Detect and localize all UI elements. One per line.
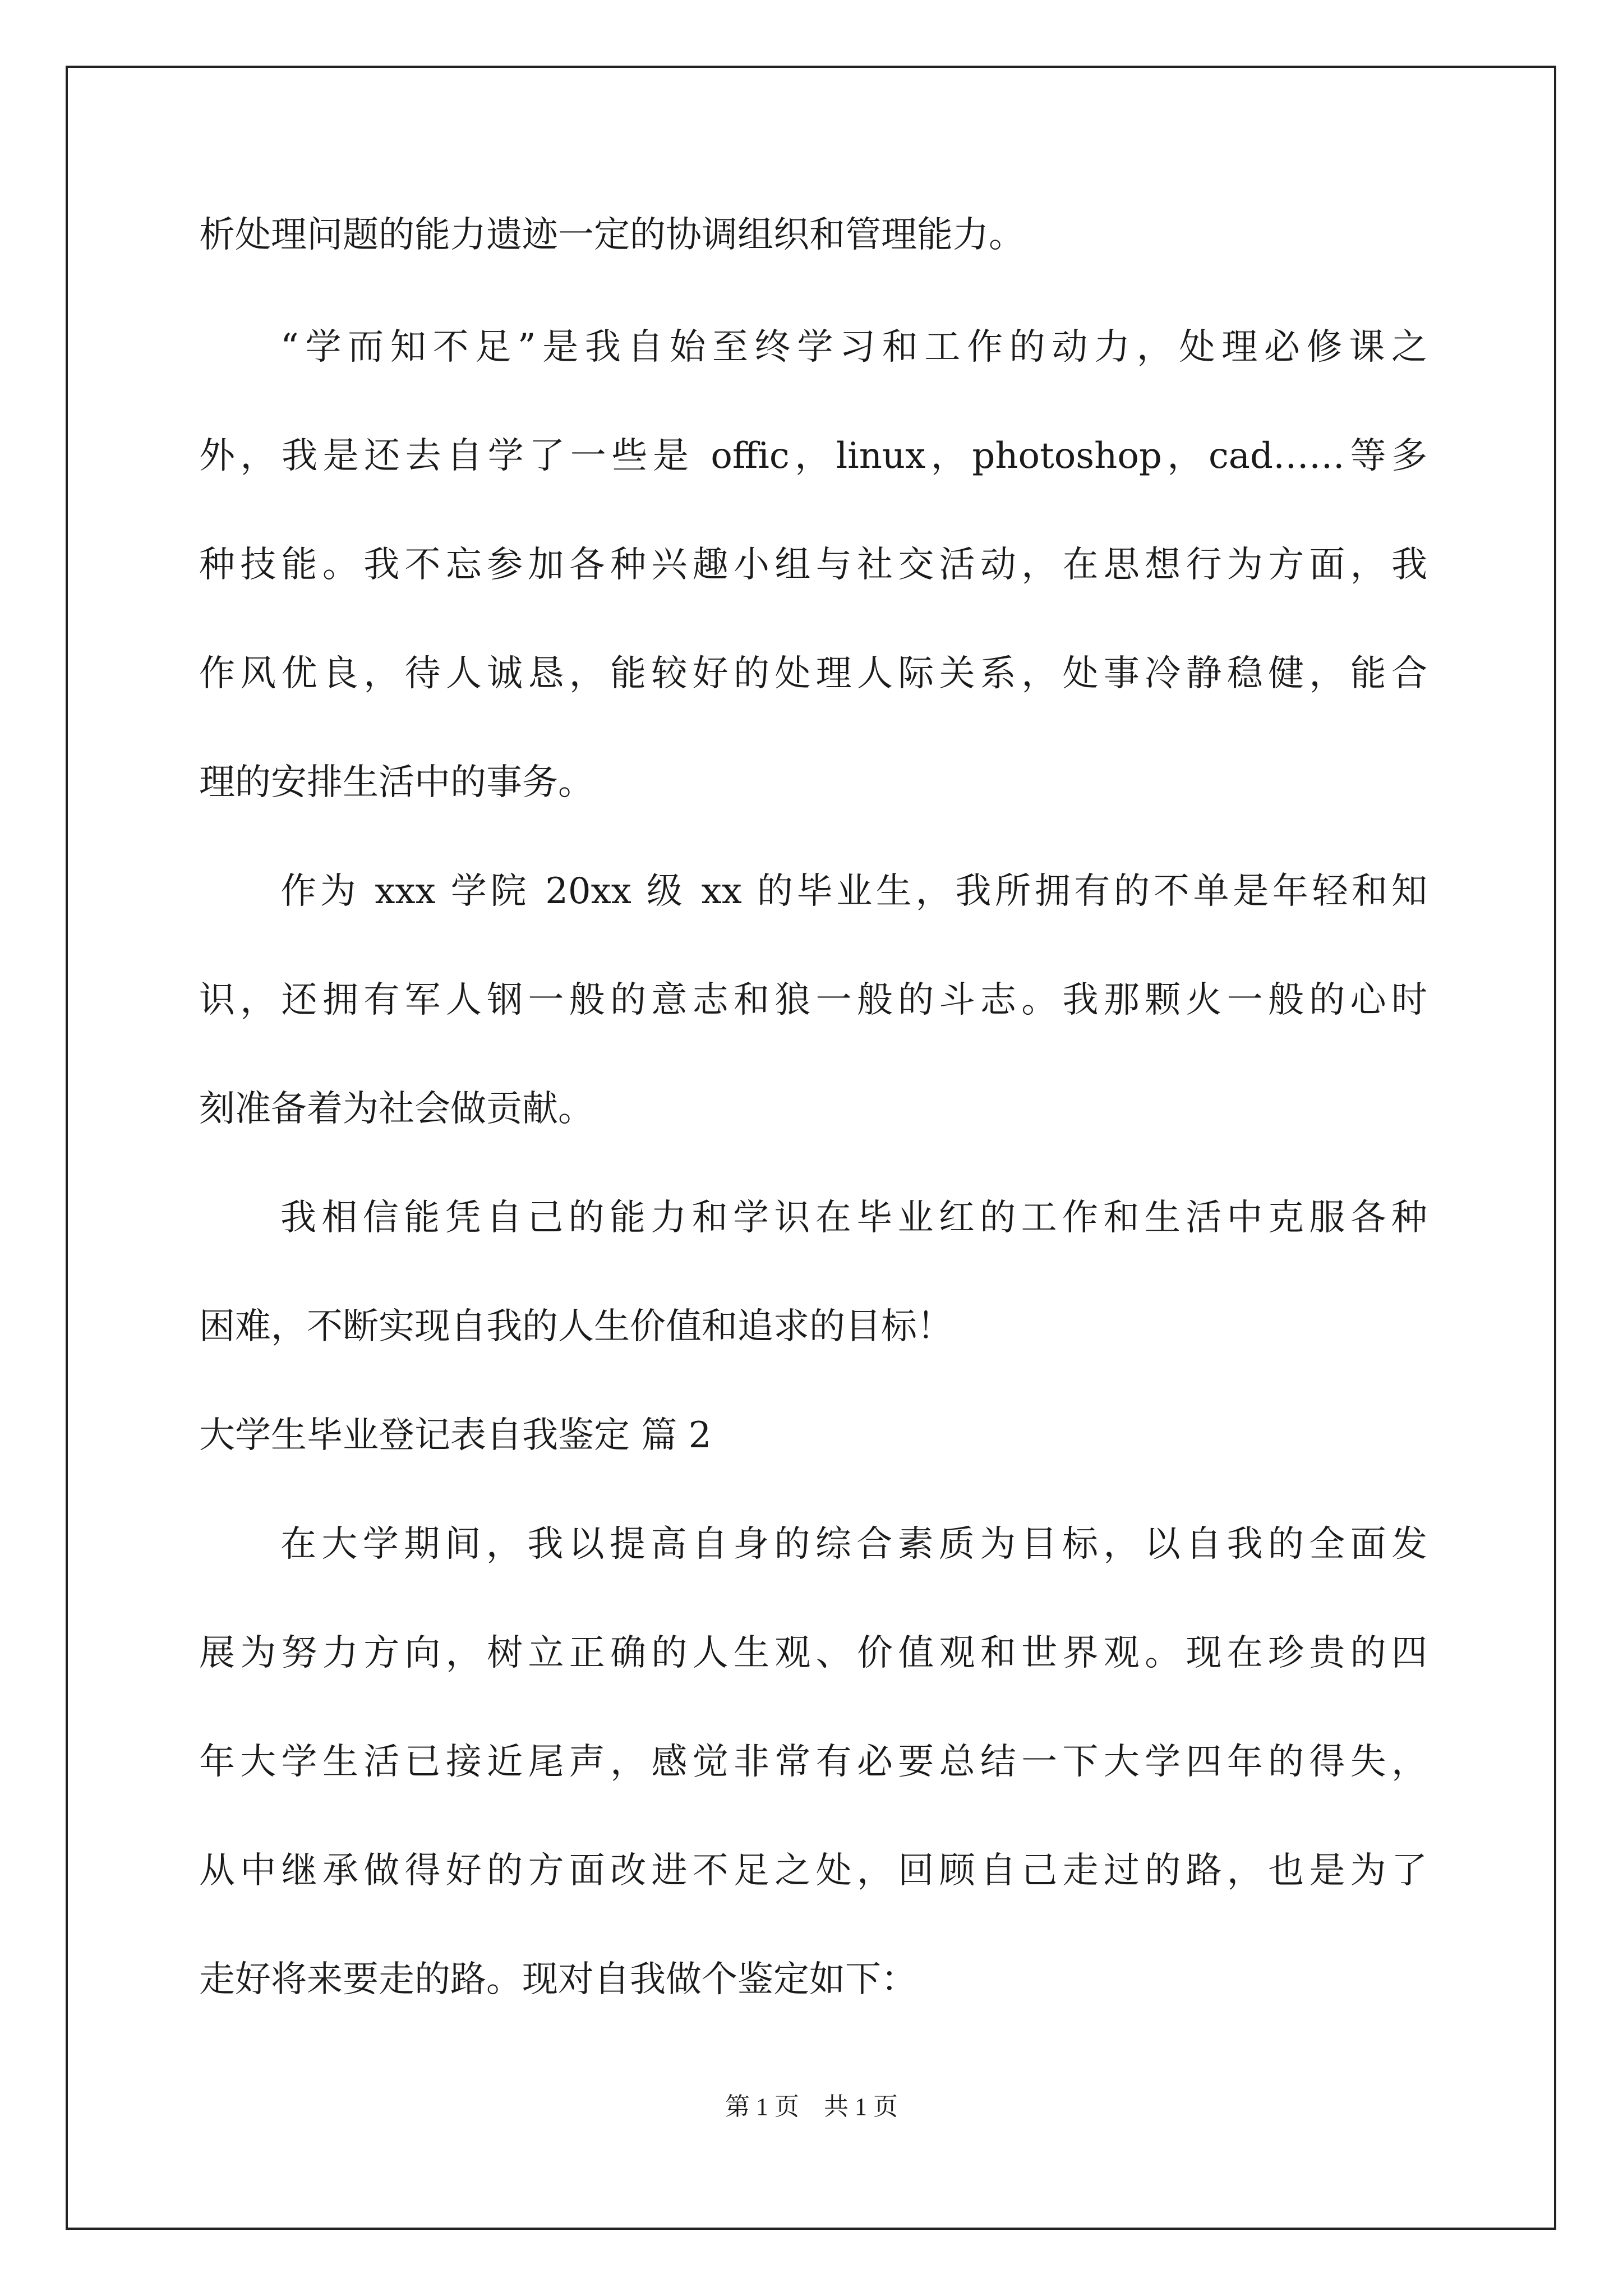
paragraph-line: 种技能。我不忘参加各种兴趣小组与社交活动，在思想行为方面，我 xyxy=(199,544,1427,586)
paragraph-line: 从中继承做得好的方面改进不足之处，回顾自己走过的路，也是为了 xyxy=(199,1850,1427,1892)
paragraph-line: 在大学期间，我以提高自身的综合素质为目标，以自我的全面发 xyxy=(280,1524,1427,1565)
paragraph-line: 刻准备着为社会做贡献。 xyxy=(199,1088,594,1130)
paragraph-line: 作为 xxx 学院 20xx 级 xx 的毕业生，我所拥有的不单是年轻和知 xyxy=(280,871,1427,912)
section-heading: 大学生毕业登记表自我鉴定 篇 2 xyxy=(199,1415,712,1456)
page-footer xyxy=(0,2090,1623,2124)
paragraph-line: 理的安排生活中的事务。 xyxy=(199,762,594,803)
paragraph-line: 走好将来要走的路。现对自我做个鉴定如下： xyxy=(199,1959,917,2000)
paragraph-line: 外，我是还去自学了一些是 offic，linux，photoshop，cad……等多 xyxy=(199,435,1427,477)
page-border xyxy=(66,66,1556,2230)
page-number: 第 1 页 xyxy=(725,2093,799,2120)
paragraph-line: 我相信能凭自己的能力和学识在毕业红的工作和生活中克服各种 xyxy=(280,1197,1427,1239)
paragraph-line: 年大学生活已接近尾声，感觉非常有必要总结一下大学四年的得失， xyxy=(199,1741,1427,1783)
paragraph-line: “学而知不足”是我自始至终学习和工作的动力，处理必修课之 xyxy=(280,326,1427,368)
paragraph-line: 识，还拥有军人钢一般的意志和狼一般的斗志。我那颗火一般的心时 xyxy=(199,979,1427,1021)
paragraph-line: 析处理问题的能力遗迹一定的协调组织和管理能力。 xyxy=(199,214,1025,256)
page-total: 共 1 页 xyxy=(824,2093,898,2120)
paragraph-line: 作风优良，待人诚恳，能较好的处理人际关系，处事冷静稳健，能合 xyxy=(199,653,1427,694)
paragraph-line: 展为努力方向，树立正确的人生观、价值观和世界观。现在珍贵的四 xyxy=(199,1632,1427,1674)
paragraph-line: 困难，不断实现自我的人生价值和追求的目标！ xyxy=(199,1306,953,1347)
